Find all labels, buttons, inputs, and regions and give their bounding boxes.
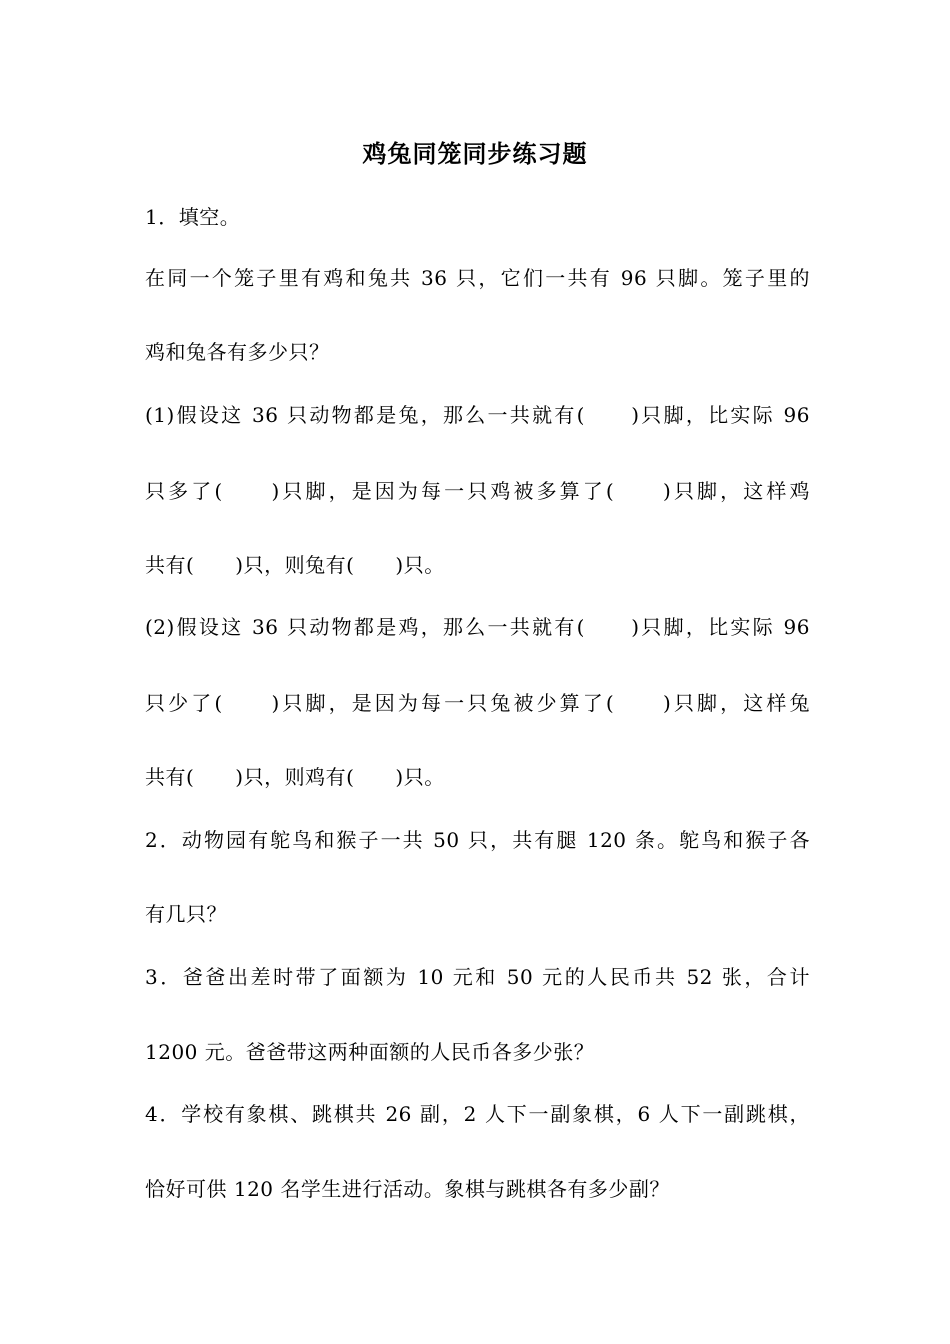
question-1-2-line-3: 共有( )只，则鸡有( )只。 xyxy=(145,765,445,789)
question-1-1-line-2: 只多了( )只脚，是因为每一只鸡被多算了( )只脚，这样鸡 xyxy=(145,479,810,503)
question-1-2-line-2: 只少了( )只脚，是因为每一只兔被少算了( )只脚，这样兔 xyxy=(145,691,810,715)
section-1-heading: 1．填空。 xyxy=(145,205,241,229)
question-1-2-line-1: (2)假设这 36 只动物都是鸡，那么一共就有( )只脚，比实际 96 xyxy=(145,615,810,639)
problem-3-line-1: 3．爸爸出差时带了面额为 10 元和 50 元的人民币共 52 张，合计 xyxy=(145,965,810,989)
problem-2-line-1: 2．动物园有鸵鸟和猴子一共 50 只，共有腿 120 条。鸵鸟和猴子各 xyxy=(145,828,810,852)
problem-4-line-1: 4．学校有象棋、跳棋共 26 副，2 人下一副象棋，6 人下一副跳棋， xyxy=(145,1102,810,1126)
question-1-1-line-1: (1)假设这 36 只动物都是兔，那么一共就有( )只脚，比实际 96 xyxy=(145,403,810,427)
problem-2-line-2: 有几只？ xyxy=(145,902,227,926)
problem-1-text-line-1: 在同一个笼子里有鸡和兔共 36 只，它们一共有 96 只脚。笼子里的 xyxy=(145,266,810,290)
document-title: 鸡兔同笼同步练习题 xyxy=(362,139,588,168)
problem-4-line-2: 恰好可供 120 名学生进行活动。象棋与跳棋各有多少副？ xyxy=(145,1177,670,1201)
problem-3-line-2: 1200 元。爸爸带这两种面额的人民币各多少张？ xyxy=(145,1040,595,1064)
problem-1-text-line-2: 鸡和兔各有多少只？ xyxy=(145,340,330,364)
question-1-1-line-3: 共有( )只，则兔有( )只。 xyxy=(145,553,445,577)
